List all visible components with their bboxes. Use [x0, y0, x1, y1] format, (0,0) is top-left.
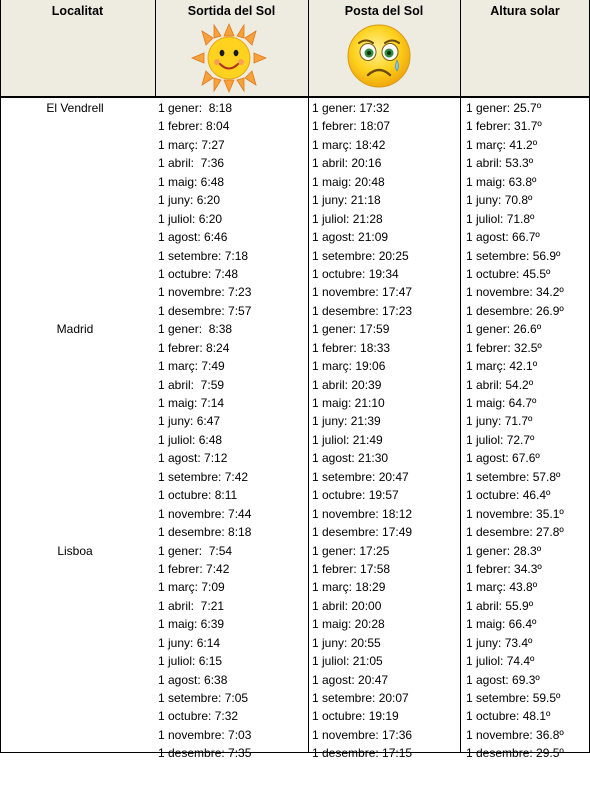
list-item: 1 novembre: 35.1º [466, 506, 564, 521]
city-name: El Vendrell [46, 101, 104, 115]
list-item: 1 octubre: 8:11 [158, 488, 238, 503]
list-item: 1 setembre: 7:18 [158, 248, 249, 263]
list-item: 1 juliol: 6:15 [158, 654, 223, 669]
list-item: 1 juny: 21:18 [312, 193, 381, 208]
list-item: 1 juny: 73.4º [466, 635, 533, 650]
list-item: 1 setembre: 20:25 [312, 248, 409, 263]
list-item: 1 octubre: 45.5º [466, 266, 551, 281]
sortida-column [158, 99, 306, 763]
list-item: 1 abril: 54.2º [466, 377, 534, 392]
list-item: 1 novembre: 7:44 [158, 506, 252, 521]
list-item: 1 maig: 6:39 [158, 617, 225, 632]
city-name: Madrid [56, 322, 94, 337]
list-item: 1 desembre: 17:49 [312, 525, 413, 540]
list-item: 1 gener: 28.3º [466, 543, 542, 558]
list-item: 1 març: 7:27 [158, 137, 225, 152]
list-item: 1 octubre: 19:34 [312, 266, 399, 281]
list-item: 1 novembre: 17:36 [312, 727, 413, 742]
list-item: 1 maig: 20:28 [312, 617, 385, 632]
list-item: 1 setembre: 57.8º [466, 469, 561, 484]
list-item: 1 juny: 71.7º [466, 414, 533, 429]
list-item: 1 febrer: 17:58 [312, 561, 391, 576]
list-item: 1 febrer: 8:04 [158, 119, 230, 134]
list-item: 1 maig: 7:14 [158, 396, 225, 410]
list-item: 1 abril: 55.9º [466, 598, 534, 613]
list-item: 1 octubre: 19:19 [312, 709, 399, 724]
list-item: 1 gener: 17:32 [312, 101, 390, 115]
city-name: Lisboa [57, 543, 93, 558]
list-item: 1 gener: 8:38 [158, 322, 233, 337]
list-item: 1 octubre: 48.1º [466, 709, 551, 724]
list-item: 1 abril: 20:16 [312, 156, 382, 171]
list-item: 1 gener: 26.6º [466, 322, 542, 337]
list-item: 1 juliol: 6:48 [158, 432, 223, 447]
list-item: 1 desembre: 7:35 [158, 746, 252, 761]
list-item: 1 abril: 7:59 [158, 377, 225, 392]
list-item: 1 maig: 20:48 [312, 174, 385, 189]
list-item: 1 febrer: 31.7º [466, 119, 542, 134]
header-posta-label: Posta del Sol [344, 4, 424, 18]
list-item: 1 novembre: 18:12 [312, 506, 413, 521]
list-item: 1 febrer: 18:33 [312, 340, 391, 355]
list-item: 1 octubre: 7:32 [158, 709, 239, 724]
table-header [0, 0, 590, 98]
list-item: 1 juliol: 21:49 [312, 432, 383, 447]
altura-column [466, 99, 588, 763]
list-item: 1 agost: 21:30 [312, 451, 389, 466]
list-item: 1 agost: 69.3º [466, 672, 540, 687]
list-item: 1 juliol: 72.7º [466, 432, 535, 447]
list-item: 1 maig: 21:10 [312, 396, 385, 410]
list-item: 1 setembre: 20:47 [312, 469, 409, 484]
list-item: 1 febrer: 32.5º [466, 340, 542, 355]
list-item: 1 agost: 66.7º [466, 230, 540, 245]
list-item: 1 setembre: 7:05 [158, 691, 249, 705]
list-item: 1 març: 41.2º [466, 137, 538, 152]
list-item: 1 juny: 20:55 [312, 635, 381, 650]
list-item: 1 juliol: 71.8º [466, 211, 535, 226]
list-item: 1 juliol: 21:05 [312, 654, 383, 669]
header-sortida [155, 0, 308, 96]
list-item: 1 març: 42.1º [466, 359, 538, 374]
list-item: 1 maig: 6:48 [158, 174, 225, 189]
crying-face-icon [346, 22, 412, 90]
list-item: 1 setembre: 59.5º [466, 691, 561, 705]
header-posta [308, 0, 460, 96]
list-item: 1 abril: 7:36 [158, 156, 225, 171]
list-item: 1 març: 18:42 [312, 137, 386, 152]
list-item: 1 setembre: 56.9º [466, 248, 561, 263]
list-item: 1 novembre: 17:47 [312, 285, 413, 300]
header-altura [460, 0, 590, 96]
list-item: 1 febrer: 7:42 [158, 561, 230, 576]
header-localitat [0, 0, 155, 96]
list-item: 1 octubre: 7:48 [158, 266, 239, 281]
header-altura-label: Altura solar [490, 4, 560, 18]
list-item: 1 gener: 8:18 [158, 101, 233, 115]
list-item: 1 gener: 7:54 [158, 543, 233, 558]
list-item: 1 novembre: 7:03 [158, 727, 252, 742]
list-item: 1 juny: 6:47 [158, 414, 221, 429]
column-divider [308, 0, 309, 753]
list-item: 1 desembre: 29.5º [466, 746, 564, 761]
list-item: 1 novembre: 7:23 [158, 285, 252, 300]
list-item: 1 agost: 6:38 [158, 672, 228, 687]
list-item: 1 abril: 53.3º [466, 156, 534, 171]
list-item: 1 octubre: 19:57 [312, 488, 399, 503]
list-item: 1 maig: 64.7º [466, 396, 537, 410]
list-item: 1 agost: 21:09 [312, 230, 389, 245]
list-item: 1 juny: 6:20 [158, 193, 221, 208]
list-item: 1 desembre: 26.9º [466, 303, 564, 318]
list-item: 1 desembre: 17:23 [312, 303, 413, 318]
list-item: 1 novembre: 34.2º [466, 285, 564, 300]
header-localitat-label: Localitat [51, 4, 104, 18]
list-item: 1 febrer: 8:24 [158, 340, 230, 355]
smiling-sun-icon [190, 22, 268, 94]
list-item: 1 març: 19:06 [312, 359, 386, 374]
list-item: 1 setembre: 7:42 [158, 469, 249, 484]
list-item: 1 desembre: 8:18 [158, 525, 252, 540]
list-item: 1 abril: 20:39 [312, 377, 382, 392]
list-item: 1 febrer: 18:07 [312, 119, 391, 134]
list-item: 1 maig: 66.4º [466, 617, 537, 632]
list-item: 1 desembre: 17:15 [312, 746, 413, 761]
list-item: 1 gener: 25.7º [466, 101, 542, 115]
list-item: 1 octubre: 46.4º [466, 488, 551, 503]
list-item: 1 setembre: 20:07 [312, 691, 409, 705]
list-item: 1 juliol: 74.4º [466, 654, 535, 669]
list-item: 1 novembre: 36.8º [466, 727, 564, 742]
posta-column [312, 99, 458, 763]
list-item: 1 març: 43.8º [466, 580, 538, 595]
list-item: 1 juny: 6:14 [158, 635, 221, 650]
column-divider [155, 0, 156, 96]
list-item: 1 juliol: 6:20 [158, 211, 223, 226]
list-item: 1 abril: 7:21 [158, 598, 225, 613]
list-item: 1 juliol: 21:28 [312, 211, 383, 226]
list-item: 1 maig: 63.8º [466, 174, 537, 189]
list-item: 1 agost: 6:46 [158, 230, 228, 245]
list-item: 1 desembre: 7:57 [158, 303, 252, 318]
list-item: 1 febrer: 34.3º [466, 561, 542, 576]
list-item: 1 agost: 20:47 [312, 672, 389, 687]
list-item: 1 abril: 20:00 [312, 598, 382, 613]
list-item: 1 agost: 7:12 [158, 451, 228, 466]
list-item: 1 juny: 21:39 [312, 414, 381, 429]
list-item: 1 agost: 67.6º [466, 451, 540, 466]
header-sortida-label: Sortida del Sol [187, 4, 276, 18]
list-item: 1 juny: 70.8º [466, 193, 533, 208]
list-item: 1 gener: 17:25 [312, 543, 390, 558]
list-item: 1 març: 7:49 [158, 359, 225, 374]
list-item: 1 març: 7:09 [158, 580, 225, 595]
list-item: 1 desembre: 27.8º [466, 525, 564, 540]
list-item: 1 març: 18:29 [312, 580, 386, 595]
column-divider [460, 0, 461, 753]
list-item: 1 gener: 17:59 [312, 322, 390, 337]
